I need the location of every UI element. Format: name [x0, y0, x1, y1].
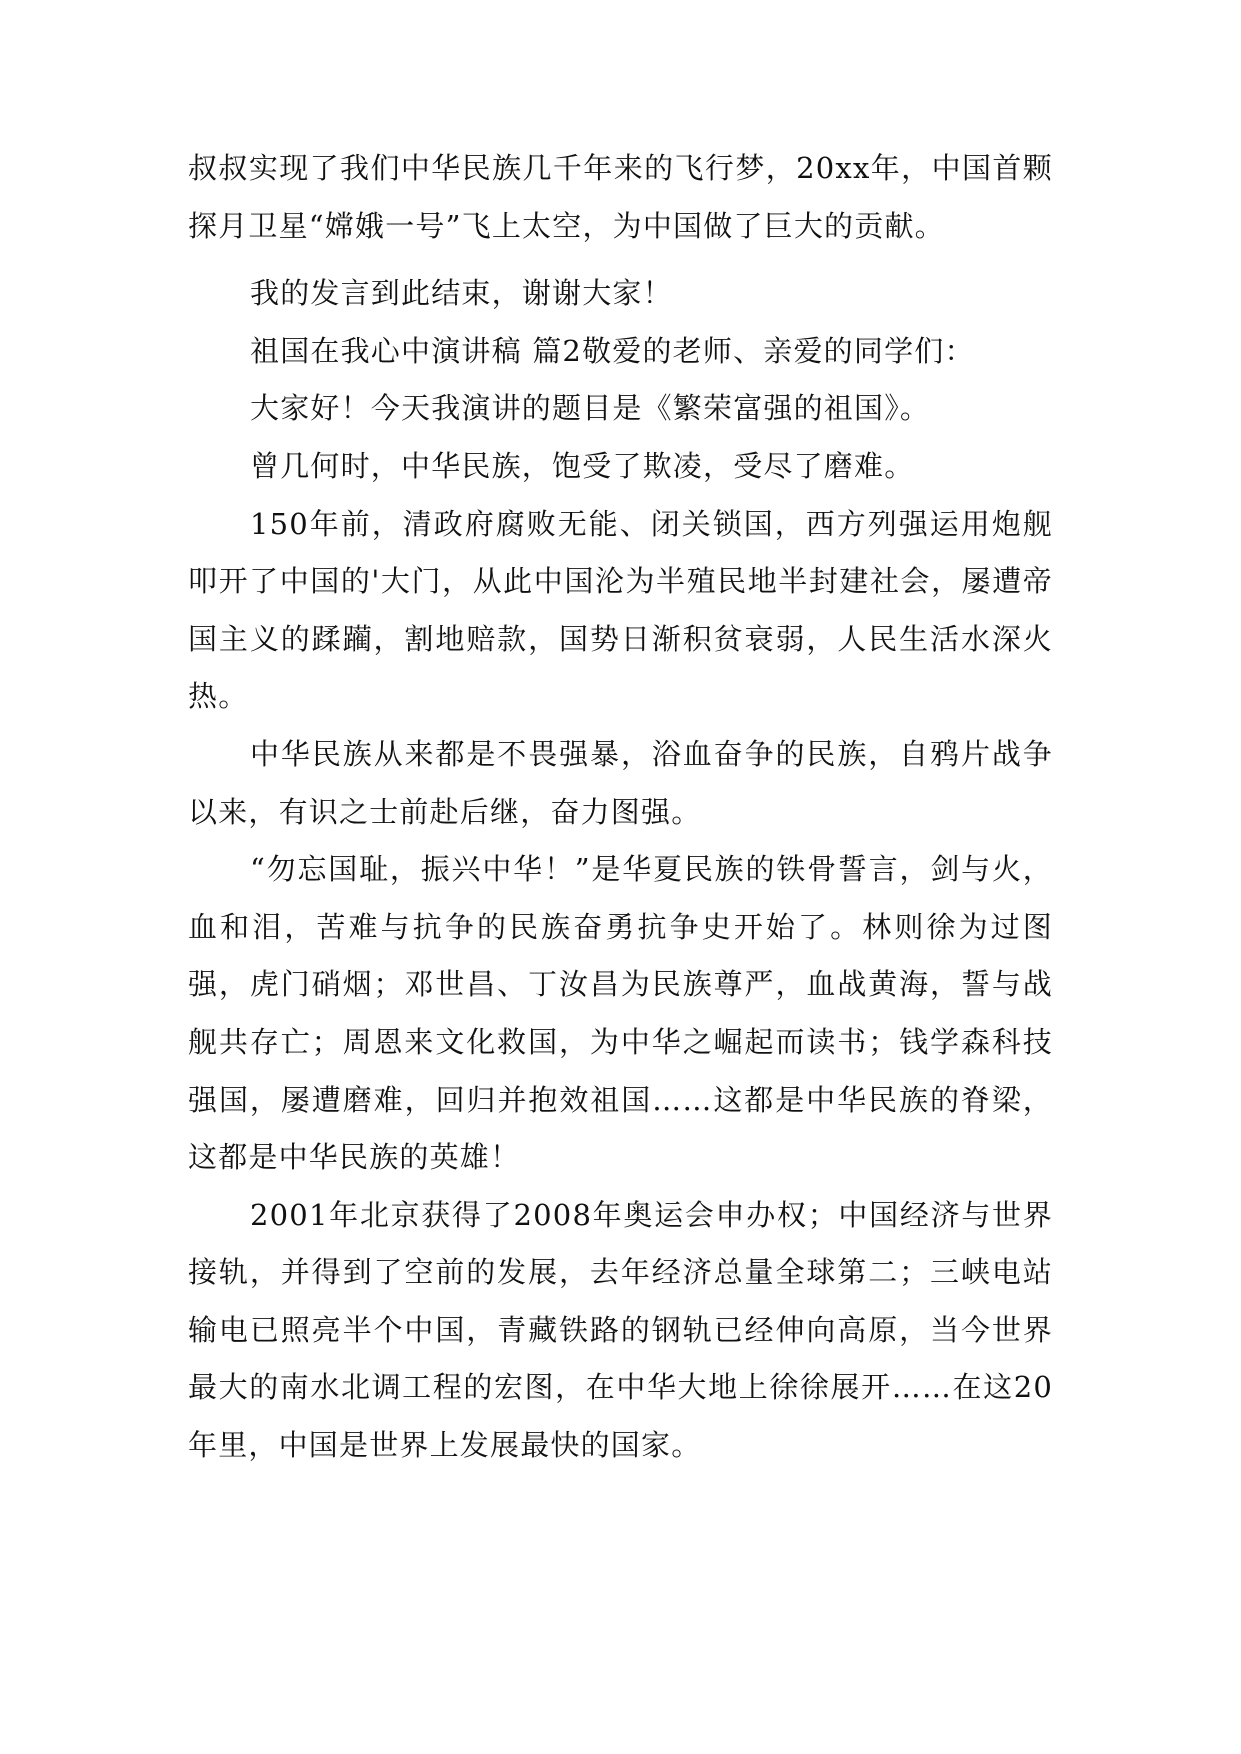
paragraph-heroes: “勿忘国耻，振兴中华！”是华夏民族的铁骨誓言，剑与火，血和泪，苦难与抗争的民族奋勇抗争史开始了。林则徐为过图强，虎门硝烟；邓世昌、丁汝昌为民族尊严，血战黄海，誓与战舰共存亡；周恩来文化救国，为中华之崛起而读书；钱学森科技强国，屡遭磨难，回归并抱效祖国……这都是中华民族的脊梁，这都是中华民族的英雄！	[188, 852, 1053, 1175]
paragraph-qing-dynasty: 150年前，清政府腐败无能、闭关锁国，西方列强运用炮舰叩开了中国的'大门，从此中国沦为半殖民地半封建社会，屡遭帝国主义的蹂躏，割地赔款，国势日渐积贫衰弱，人民生活水深火热。	[188, 506, 1053, 714]
paragraph-closing: 我的发言到此结束，谢谢大家！	[250, 276, 673, 311]
paragraph-development: 2001年北京获得了2008年奥运会申办权；中国经济与世界接轨，并得到了空前的发展，去年经济总量全球第二；三峡电站输电已照亮半个中国，青藏铁路的钢轨已经伸向高原，当今世界最大的南水北调工程的宏图，在中华大地上徐徐展开……在这20年里，中国是世界上发展最快的国家。	[188, 1197, 1053, 1463]
paragraph-greeting: 大家好！今天我演讲的题目是《繁荣富强的祖国》。	[250, 391, 931, 426]
paragraph-resistance: 中华民族从来都是不畏强暴，浴血奋争的民族，自鸦片战争以来，有识之士前赴后继，奋力图强。	[188, 736, 1053, 829]
paragraph-continuation: 叔叔实现了我们中华民族几千年来的飞行梦，20xx年，中国首颗探月卫星“嫦娥一号”飞上太空，为中国做了巨大的贡献。	[188, 151, 1053, 243]
document-page	[188, 140, 1053, 1475]
paragraph-history-intro: 曾几何时，中华民族，饱受了欺凌，受尽了磨难。	[250, 448, 915, 483]
paragraph-speech-heading: 祖国在我心中演讲稿 篇2敬爱的老师、亲爱的同学们：	[250, 333, 975, 368]
